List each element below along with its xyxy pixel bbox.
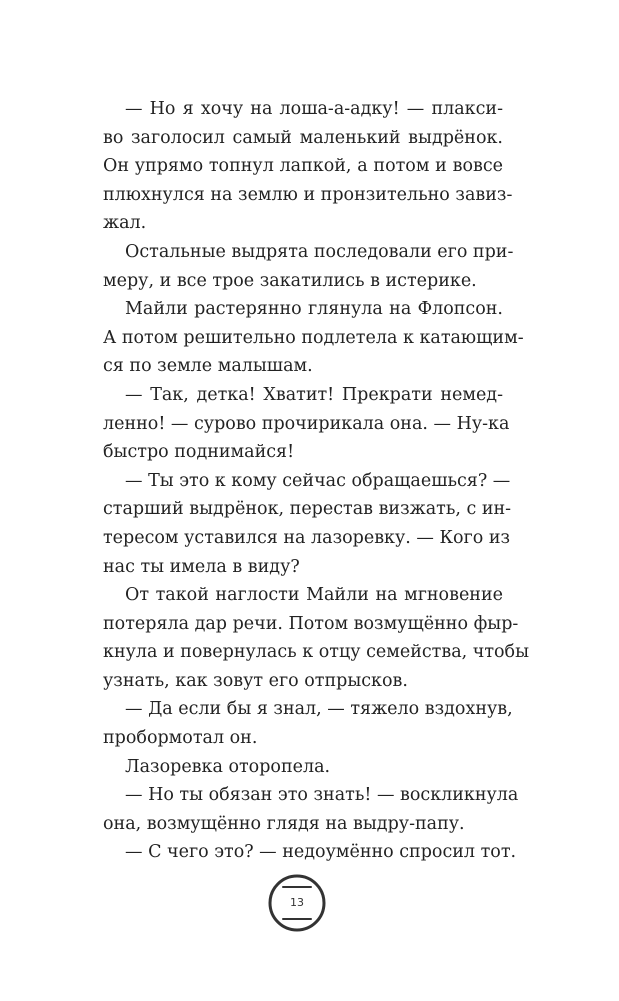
text-line: — Но ты обязан это знать! — воскликнула: [125, 785, 519, 806]
text-line: плюхнулся на землю и пронзительно завиз-: [103, 184, 513, 205]
text-line: Он упрямо топнул лапкой, а потом и вовсе: [103, 156, 503, 177]
text-line: меру, и все трое закатились в истерике.: [103, 270, 477, 291]
body-text: [103, 95, 530, 867]
page-number-badge: [266, 872, 328, 934]
text-line: тересом уставился на лазоревку. — Кого из: [103, 527, 511, 548]
text-line: она, возмущённо глядя на выдру-папу.: [103, 813, 465, 834]
text-line: Остальные выдрята последовали его при-: [125, 241, 514, 262]
text-line: — Ты это к кому сейчас обращаешься? —: [125, 470, 511, 491]
text-line: узнать, как зовут его отпрысков.: [103, 670, 408, 691]
text-line: — Так, детка! Хватит! Прекрати немед-: [125, 384, 503, 405]
text-line: старший выдрёнок, перестав визжать, с ин-: [103, 499, 512, 520]
text-line: потеряла дар речи. Потом возмущённо фыр-: [103, 613, 519, 634]
page-number: 13: [290, 896, 304, 909]
text-line: во заголосил самый маленький выдрёнок.: [103, 127, 503, 148]
text-line: — С чего это? — недоумённо спросил тот.: [125, 842, 517, 863]
text-line: быстро поднимайся!: [103, 442, 295, 463]
text-line: Лазоревка оторопела.: [125, 756, 331, 777]
text-line: нас ты имела в виду?: [103, 556, 300, 577]
text-line: А потом решительно подлетела к катающим-: [103, 327, 524, 348]
text-line: ленно! — сурово прочирикала она. — Ну-ка: [103, 413, 510, 434]
text-line: От такой наглости Майли на мгновение: [125, 585, 503, 606]
text-line: пробормотал он.: [103, 728, 258, 749]
text-line: — Да если бы я знал, — тяжело вздохнув,: [125, 699, 513, 720]
text-line: — Но я хочу на лоша-а-адку! — плакси-: [125, 99, 503, 119]
text-line: жал.: [103, 213, 147, 234]
text-line: Майли растерянно глянула на Флопсон.: [125, 299, 503, 320]
text-line: кнула и повернулась к отцу семейства, чтобы: [103, 642, 530, 663]
text-line: ся по земле малышам.: [103, 356, 313, 377]
